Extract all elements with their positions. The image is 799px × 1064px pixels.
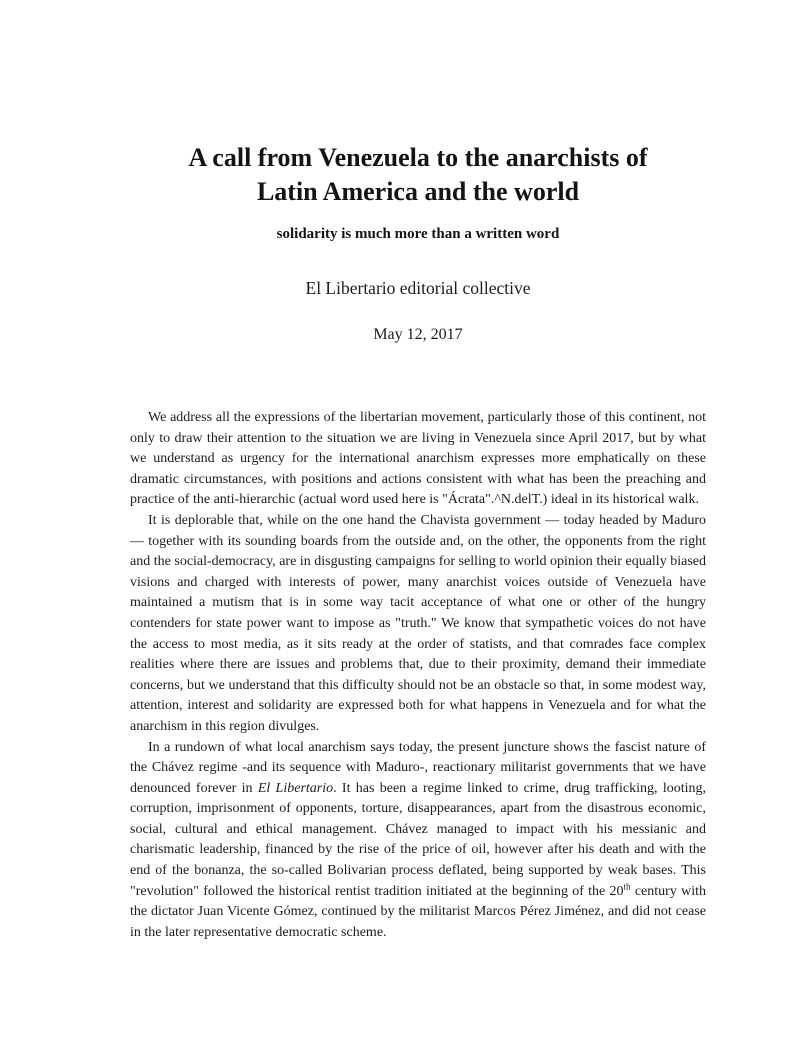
document-title-line-1: A call from Venezuela to the anarchists of — [188, 143, 648, 172]
body-paragraph: We address all the expressions of the libertarian movement, particularly those of this continent, not only to draw their attention to the situation we are living in Venezuela since April 2017, but by what we understand as urgency for the international anarchism expresses more emphatically on these dramatic circumstances, with positions and actions consistent with what has been the preaching and practice of the anti-hierarchic (actual word used here is "Ácrata".^N.delT.) ideal in its historical walk. — [130, 410, 706, 508]
document-subtitle: solidarity is much more than a written word — [276, 226, 560, 242]
document-body — [130, 408, 706, 943]
body-paragraph: It is deplorable that, while on the one hand the Chavista government — today headed by Maduro — together with its sounding boards from the outside and, on the other, the opponents from the right and the social-democracy, are in disgusting campaigns for selling to world opinion their equally biased visions and charged with interests of power, many anarchist voices outside of Venezuela have maintained a mutism that is in some way tacit acceptance of what one or other of the hungry contenders for state power want to impose as "truth." We know that sympathetic voices do not have the access to most media, as it sits ready at the order of statists, and that comrades face complex realities where there are issues and problems that, due to their proximity, demand their immediate concerns, but we understand that this difficulty should not be an obstacle so that, in some modest way, attention, interest and solidarity are expressed both for what happens in Venezuela and for what the anarchism in this region divulges. — [130, 512, 706, 734]
document-date: May 12, 2017 — [373, 326, 463, 343]
body-paragraph: In a rundown of what local anarchism says today, the present juncture shows the fascist nature of the Chávez regime -and its sequence with Maduro-, reactionary militarist governments that we have denounced forever in El Libertario. It has been a regime linked to crime, drug trafficking, looting, corruption, imprisonment of opponents, torture, disappearances, apart from the disastrous economic, social, cultural and ethical management. Chávez managed to impact with his messianic and charismatic leadership, financed by the rise of the price of oil, however after his death and with the end of the bonanza, the so-called Bolivarian process deflated, being supported by weak bases. This "revolution" followed the historical rentist tradition initiated at the beginning of the 20th century with the dictator Juan Vicente Gómez, continued by the militarist Marcos Pérez Jiménez, and did not cease in the later representative democratic scheme. — [130, 739, 706, 940]
document-title — [130, 141, 706, 209]
text-column — [130, 0, 706, 943]
document-title-line-2: Latin America and the world — [256, 177, 580, 206]
document-author: El Libertario editorial collective — [305, 278, 531, 298]
